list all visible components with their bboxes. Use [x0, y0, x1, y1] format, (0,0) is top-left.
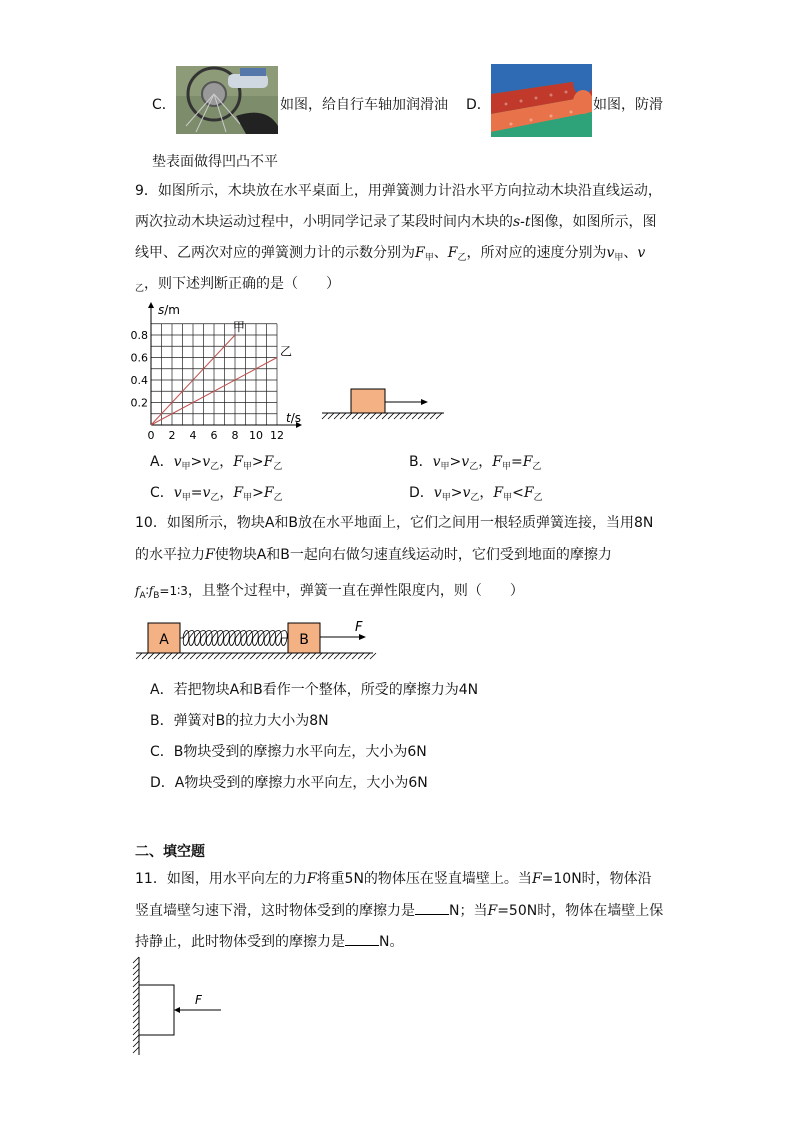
q10-line-2: 的水平拉力F使物块A和B一起向右做匀速直线运动时，它们受到地面的摩擦力: [135, 547, 612, 563]
blank-2: [345, 931, 379, 946]
q10-option-b: B．弹簧对B的拉力大小为8N: [150, 713, 329, 729]
anti-slip-mat-photo: [491, 64, 592, 137]
section-title: 二、填空题: [135, 844, 205, 860]
y-axis-arrow: [148, 302, 154, 308]
svg-text:F: F: [195, 993, 202, 1007]
svg-text:F: F: [355, 620, 363, 635]
q11-line-2: 竖直墙壁匀速下滑，这时物体受到的摩擦力是 N；当F=50N时，物体在墙壁上保: [135, 900, 663, 921]
wall-hatching: [133, 957, 139, 1053]
q9-line-1: 9．如图所示，木块放在水平桌面上，用弹簧测力计沿水平方向拉动木块沿直线运动，: [135, 183, 662, 199]
svg-text:A: A: [159, 632, 169, 648]
blank-1: [415, 900, 449, 915]
pull-arrow-head: [421, 399, 428, 405]
q10-option-d: D．A物块受到的摩擦力水平向左，大小为6N: [150, 775, 428, 791]
pressed-block: [139, 985, 174, 1035]
y-tick-label: 0.8: [130, 329, 148, 342]
x-tick-label: 0: [147, 429, 155, 442]
x-tick-label: 10: [249, 429, 263, 442]
x-tick-label: 12: [270, 429, 284, 442]
q9-option-d: D．$v_甲>v_乙$，$F_甲<F_乙$: [409, 485, 543, 503]
spring-blocks-diagram: [133, 618, 378, 664]
s-t-graph: [128, 300, 308, 445]
ground-hatching: [136, 653, 376, 659]
series-label-yi: 乙: [280, 344, 293, 359]
option-d-text-continued: 垫表面做得凹凸不平: [152, 154, 278, 170]
wall-block-diagram: [125, 955, 235, 1057]
y-tick-label: 0.6: [130, 351, 148, 365]
option-c-text: 如图，给自行车轴加润滑油: [280, 97, 448, 113]
spring: [180, 631, 288, 646]
y-tick-label: 0.2: [130, 396, 148, 410]
q10-line-1: 10．如图所示，物块A和B放在水平地面上，它们之间用一根轻质弹簧连接，当用8N: [135, 515, 654, 531]
q9-line-2: 两次拉动木块运动过程中，小明同学记录了某段时间内木块的s-t图像，如图所示，图: [135, 214, 657, 230]
q9-line-4: $_乙$，则下述判断正确的是（ ）: [135, 276, 341, 294]
option-c-label: C．: [152, 97, 176, 113]
x-tick-label: 2: [168, 429, 176, 442]
x-tick-label: 8: [231, 429, 239, 442]
q10-line-3: $f_A∶f_B=1∶3$，且整个过程中，弹簧一直在弹性限度内，则（ ）: [135, 583, 524, 601]
bicycle-lubrication-photo: [176, 66, 278, 134]
q10-option-a: A．若把物块A和B看作一个整体，所受的摩擦力为4N: [150, 682, 479, 698]
x-tick-label: 6: [210, 429, 218, 442]
q9-option-a: A．$v_甲>v_乙$，$F_甲>F_乙$: [150, 454, 283, 472]
q9-option-c: C．$v_甲=v_乙$，$F_甲>F_乙$: [150, 485, 283, 503]
table-hatching: [322, 413, 442, 419]
wooden-block: [351, 389, 385, 413]
chart-grid: [151, 324, 277, 425]
y-axis-label: s/m: [158, 303, 180, 317]
option-d-label: D．: [466, 97, 491, 113]
block-on-table-diagram: [320, 385, 450, 427]
x-axis-label: t/s: [286, 411, 302, 425]
x-tick-label: 4: [189, 429, 197, 442]
option-d-text: 如图，防滑: [593, 97, 663, 113]
q11-line-1: 11．如图，用水平向左的力F将重5N的物体压在竖直墙壁上。当F=10N时，物体沿: [135, 871, 652, 887]
series-label-jia: 甲: [232, 320, 245, 334]
q9-line-3: 线甲、乙两次对应的弹簧测力计的示数分别为$F_甲$、$F_乙$，所对应的速度分别为$v_甲$、v: [135, 245, 646, 263]
force-arrow-head: [174, 1007, 180, 1013]
q9-option-b: B．$v_甲>v_乙$，$F_甲=F_乙$: [409, 454, 542, 472]
y-tick-label: 0.4: [130, 374, 148, 387]
svg-text:B: B: [299, 632, 309, 648]
q10-option-c: C．B物块受到的摩擦力水平向左，大小为6N: [150, 744, 427, 760]
q11-line-3: 持静止，此时物体受到的摩擦力是 N。: [135, 931, 403, 952]
